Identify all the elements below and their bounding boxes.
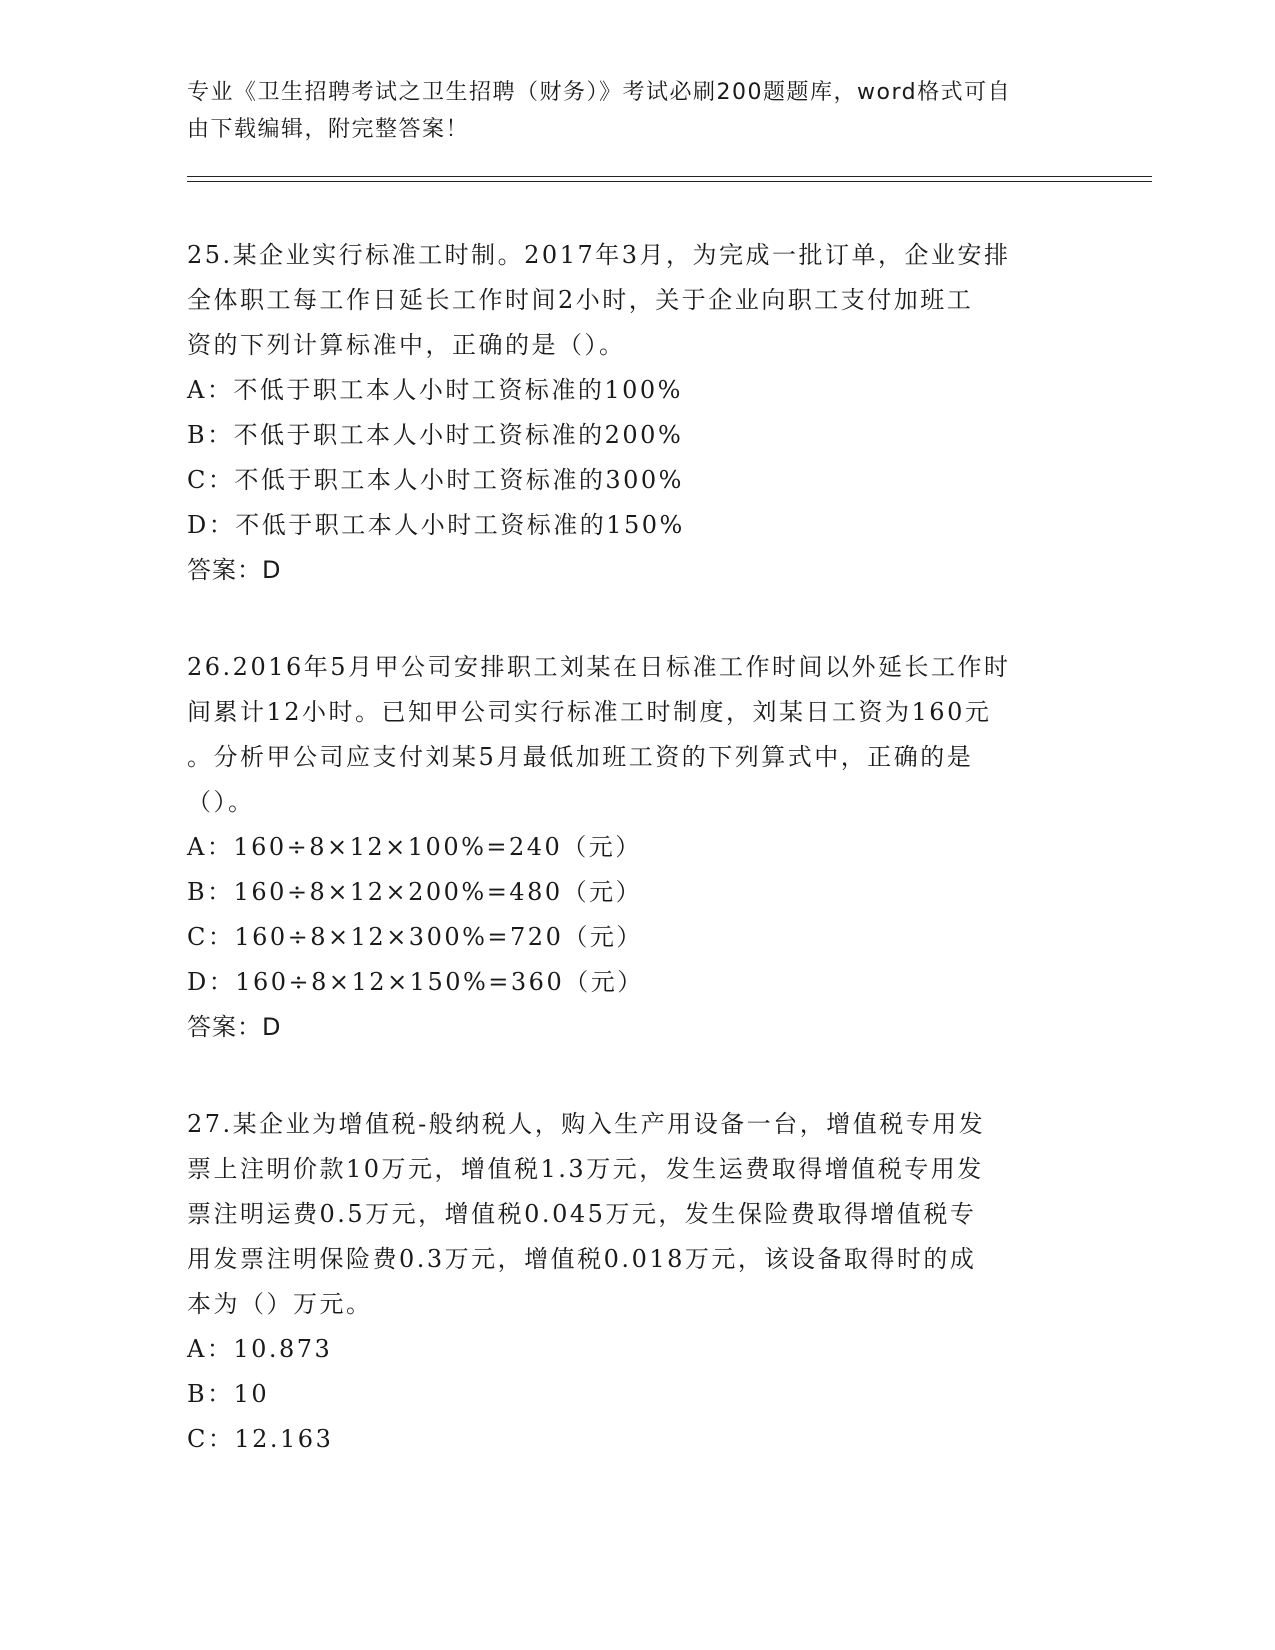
question-25	[187, 233, 1087, 593]
question-26	[187, 645, 1087, 1050]
question-stem-line: 27.某企业为增值税-般纳税人，购入生产用设备一台，增值税专用发	[187, 1110, 986, 1138]
answer: 答案：D	[187, 1013, 282, 1041]
question-stem-line: 本为（）万元。	[187, 1290, 373, 1318]
question-27	[187, 1102, 1087, 1462]
header-line-1: 专业《卫生招聘考试之卫生招聘（财务）》考试必刷200题题库，word格式可自	[187, 80, 1012, 105]
header-divider-bottom	[187, 181, 1152, 182]
option-c: C：160÷8×12×300%=720（元）	[187, 923, 643, 951]
question-stem-line: 票上注明价款10万元，增值税1.3万元，发生运费取得增值税专用发	[187, 1155, 984, 1183]
option-d: D：160÷8×12×150%=360（元）	[187, 968, 644, 996]
option-a: A：不低于职工本人小时工资标准的100%	[187, 376, 683, 404]
question-stem-line: 25.某企业实行标准工时制。2017年3月，为完成一批订单，企业安排	[187, 241, 1011, 269]
document-header	[187, 74, 1067, 148]
question-stem-line: 。分析甲公司应支付刘某5月最低加班工资的下列算式中，正确的是	[187, 743, 974, 771]
option-d: D：不低于职工本人小时工资标准的150%	[187, 511, 685, 539]
answer: 答案：D	[187, 556, 282, 584]
header-divider-top	[187, 176, 1152, 177]
option-a: A：160÷8×12×100%=240（元）	[187, 833, 642, 861]
option-b: B：160÷8×12×200%=480（元）	[187, 878, 643, 906]
header-line-2: 由下载编辑，附完整答案！	[187, 117, 470, 142]
question-stem-line: 26.2016年5月甲公司安排职工刘某在日标准工作时间以外延长工作时	[187, 653, 1011, 681]
option-b: B：10	[187, 1380, 270, 1408]
option-b: B：不低于职工本人小时工资标准的200%	[187, 421, 684, 449]
question-stem-line: 票注明运费0.5万元，增值税0.045万元，发生保险费取得增值税专	[187, 1200, 977, 1228]
question-stem-line: 间累计12小时。已知甲公司实行标准工时制度，刘某日工资为160元	[187, 698, 992, 726]
question-stem-line: 用发票注明保险费0.3万元，增值税0.018万元，该设备取得时的成	[187, 1245, 977, 1273]
question-stem-line: 全体职工每工作日延长工作时间2小时，关于企业向职工支付加班工	[187, 286, 974, 314]
question-stem-line: 资的下列计算标准中，正确的是（）。	[187, 331, 626, 359]
question-stem-line: （）。	[187, 788, 255, 816]
option-c: C：12.163	[187, 1425, 334, 1453]
option-c: C：不低于职工本人小时工资标准的300%	[187, 466, 684, 494]
option-a: A：10.873	[187, 1335, 333, 1363]
